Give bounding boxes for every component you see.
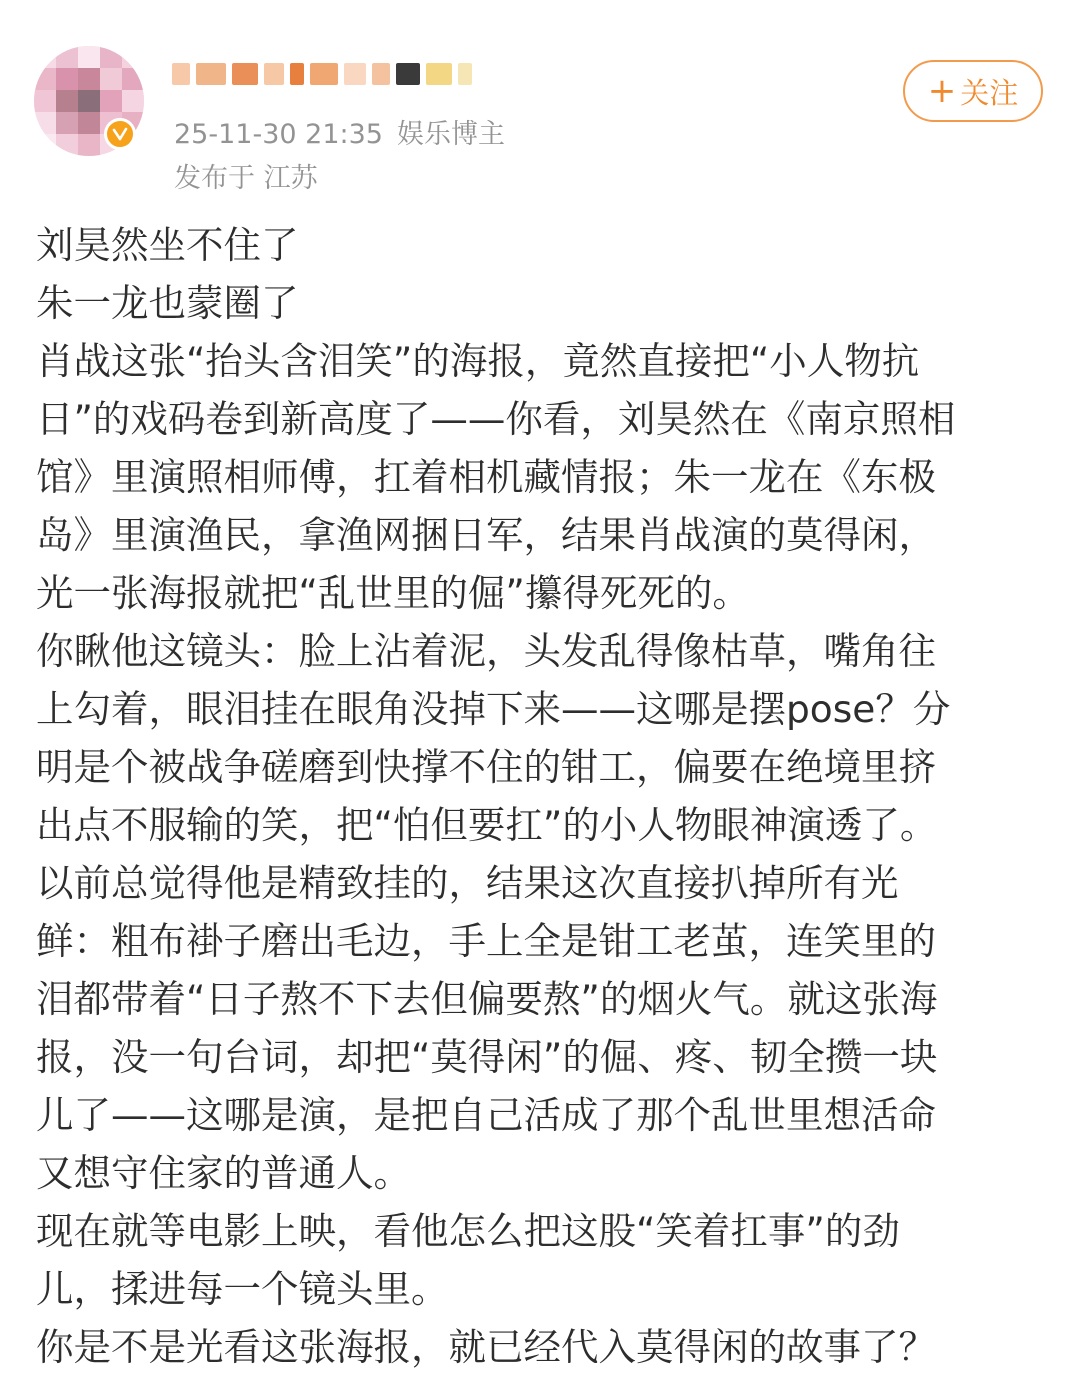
post-text-line: 朱一龙也蒙圈了 <box>36 281 299 325</box>
post-text-line: 现在就等电影上映，看他怎么把这股“笑着扛事”的劲 <box>36 1209 900 1253</box>
follow-button[interactable] <box>903 60 1043 122</box>
post-text-line: 鲜：粗布褂子磨出毛边，手上全是钳工老茧，连笑里的 <box>36 919 936 963</box>
post-text-line: 肖战这张“抬头含泪笑”的海报，竟然直接把“小人物抗 <box>36 339 920 383</box>
plus-icon: + <box>927 71 957 111</box>
post-meta <box>174 112 505 151</box>
post-text-line: 又想守住家的普通人。 <box>36 1151 411 1195</box>
post-text <box>36 216 1048 1376</box>
follow-label: 关注 <box>960 75 1019 110</box>
post-text-line: 泪都带着“日子熬不下去但偏要熬”的烟火气。就这张海 <box>36 977 938 1021</box>
post-text-line: 刘昊然坐不住了 <box>36 223 299 267</box>
post-text-line: 以前总觉得他是精致挂的，结果这次直接扒掉所有光 <box>36 861 899 905</box>
post-text-line: 上勾着，眼泪挂在眼角没掉下来——这哪是摆pose？分 <box>36 687 951 731</box>
post-text-line: 岛》里演渔民，拿渔网捆日军，结果肖战演的莫得闲， <box>36 513 936 557</box>
post-location: 发布于 江苏 <box>174 163 318 194</box>
post-text-line: 儿了——这哪是演，是把自己活成了那个乱世里想活命 <box>36 1093 936 1137</box>
post-timestamp: 25-11-30 21:35 <box>174 119 383 150</box>
category-tag: 娱乐博主 <box>396 119 505 150</box>
post-text-line: 出点不服输的笑，把“怕但要扛”的小人物眼神演透了。 <box>36 803 938 847</box>
post-text-line: 光一张海报就把“乱世里的倔”攥得死死的。 <box>36 571 750 615</box>
post-text-line: 明是个被战争磋磨到快撑不住的钳工，偏要在绝境里挤 <box>36 745 936 789</box>
verified-v-icon <box>104 118 136 150</box>
post-text-line: 报，没一句台词，却把“莫得闲”的倔、疼、韧全攒一块 <box>36 1035 938 1079</box>
post-header <box>0 0 1080 210</box>
post-text-line: 日”的戏码卷到新高度了——你看，刘昊然在《南京照相 <box>36 397 956 441</box>
post-text-line: 你瞅他这镜头：脸上沾着泥，头发乱得像枯草，嘴角往 <box>36 629 936 673</box>
post-text-line: 你是不是光看这张海报，就已经代入莫得闲的故事了？ <box>36 1325 936 1369</box>
username-blurred[interactable] <box>172 58 472 90</box>
post-text-line: 馆》里演照相师傅，扛着相机藏情报；朱一龙在《东极 <box>36 455 936 499</box>
check-v-glyph <box>112 127 128 141</box>
post-text-line: 儿，揉进每一个镜头里。 <box>36 1267 449 1311</box>
